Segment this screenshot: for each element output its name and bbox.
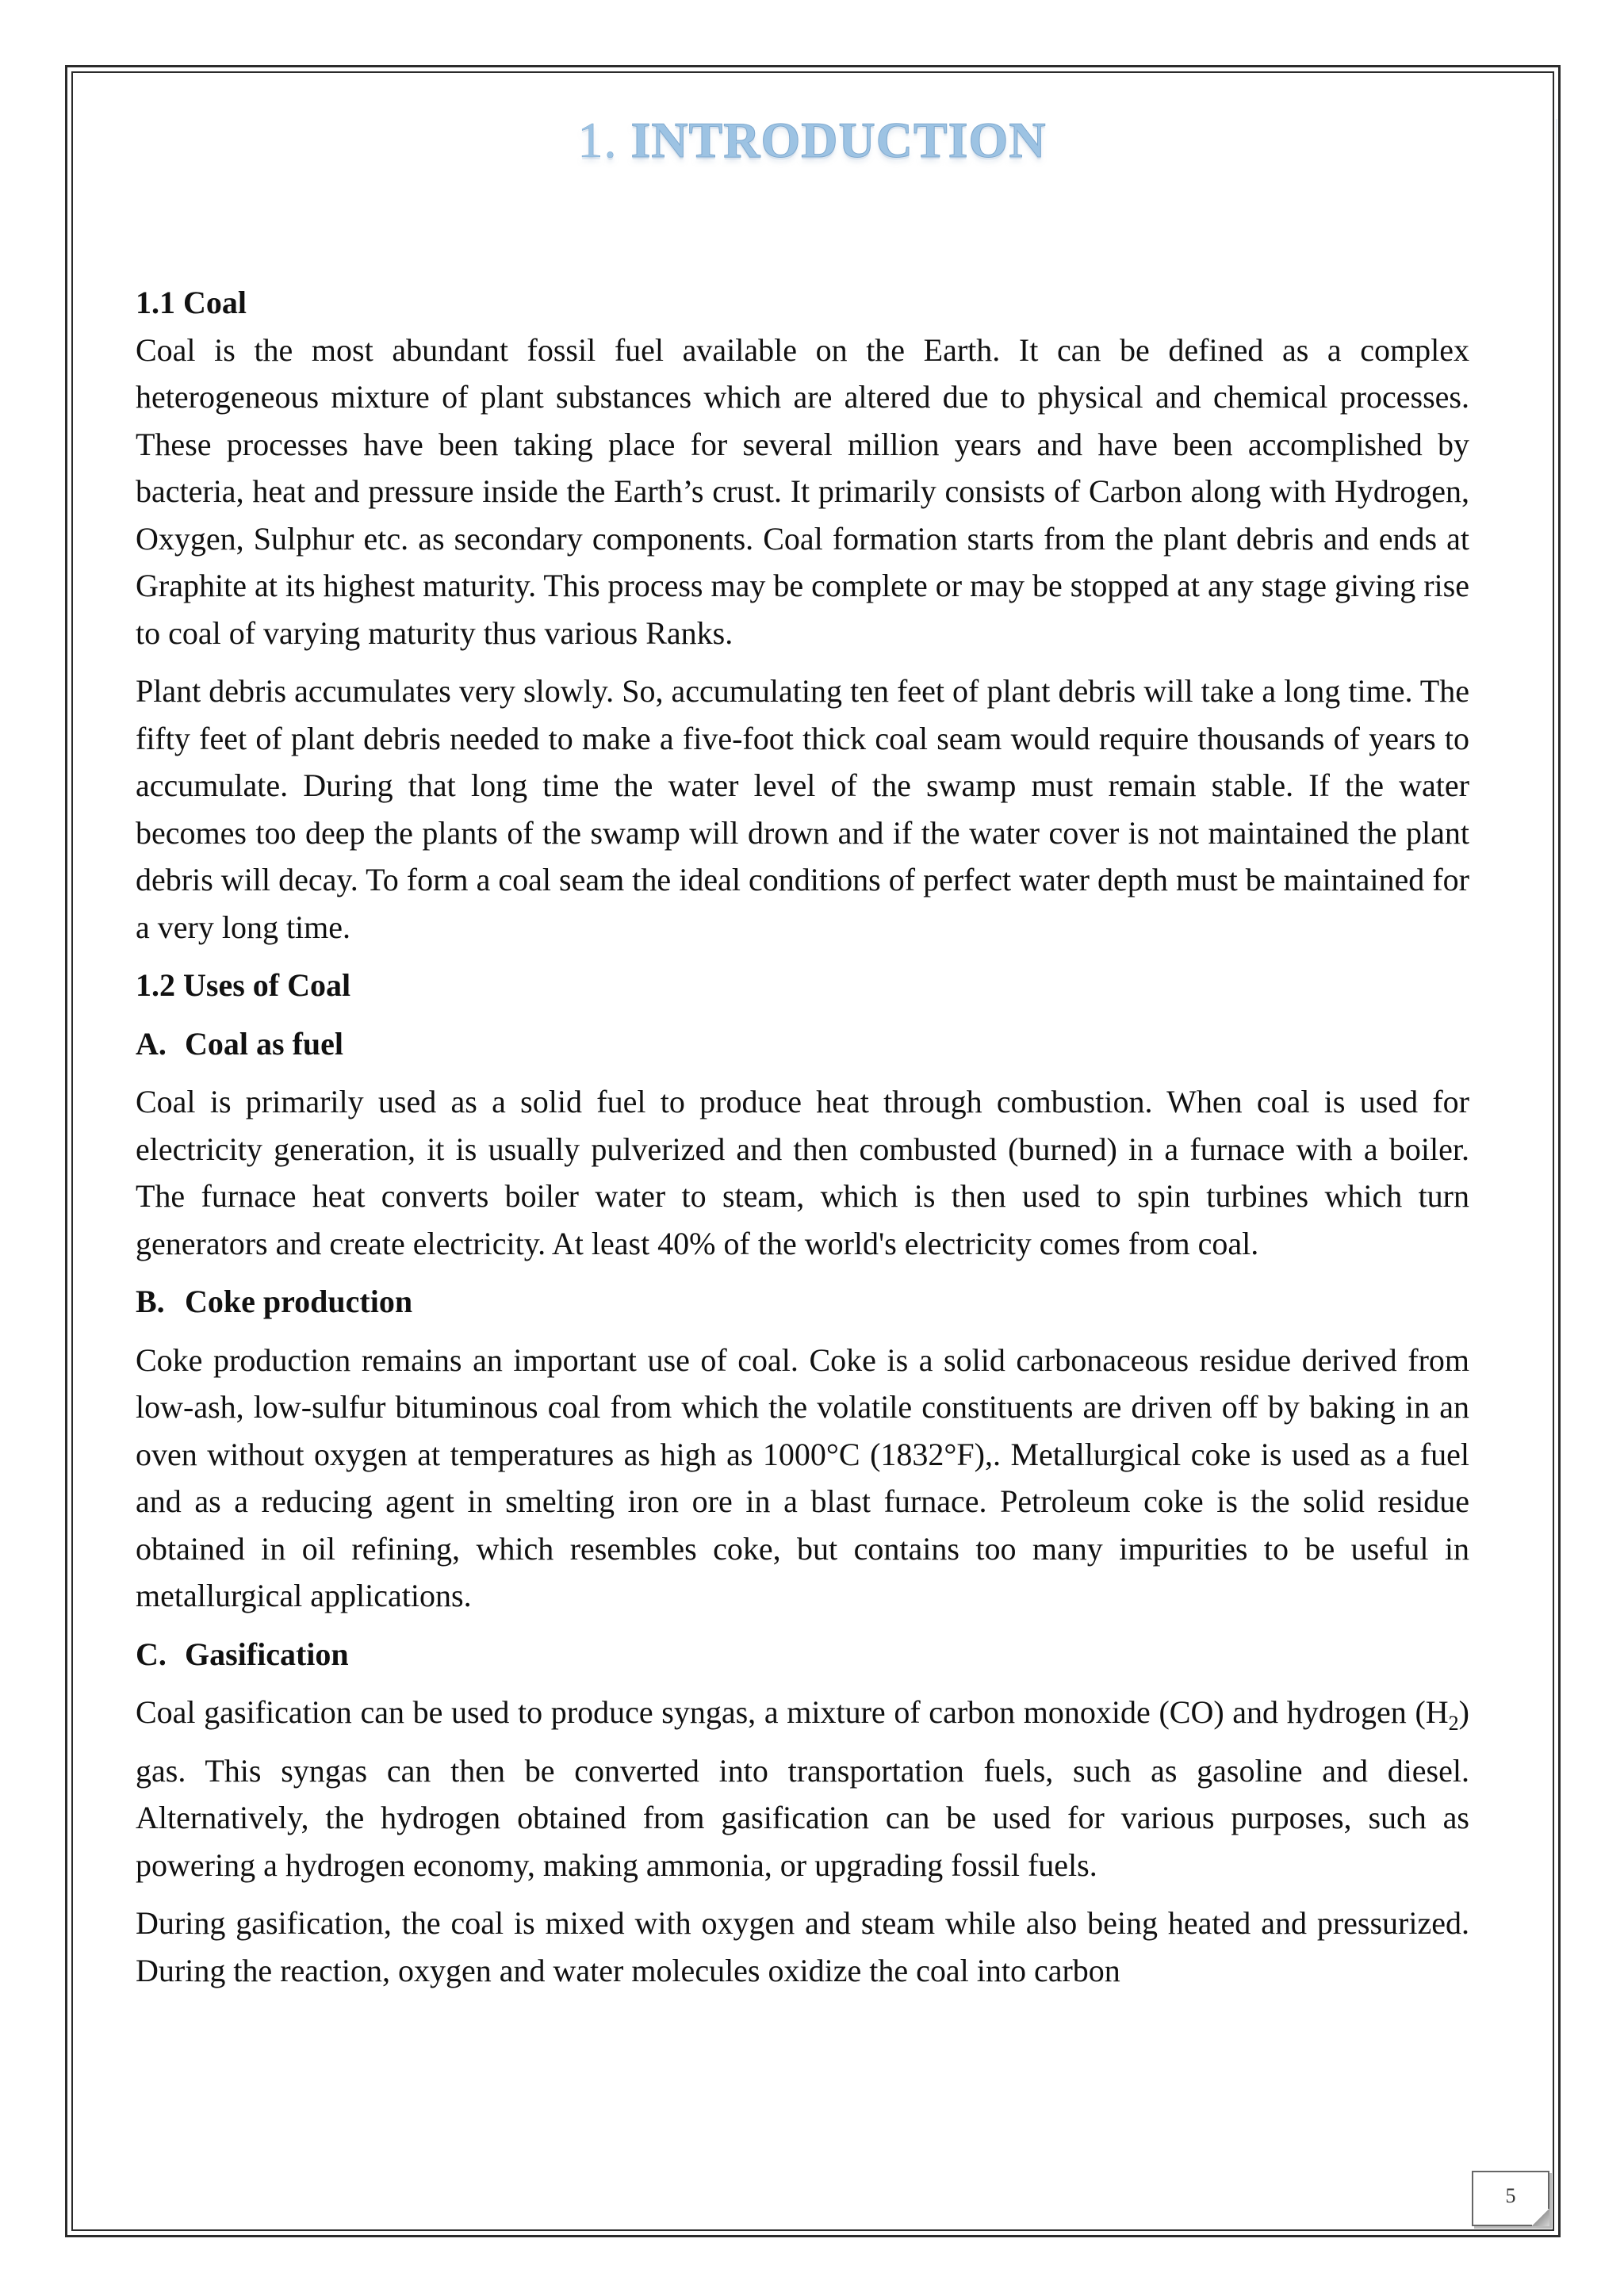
section-heading-coal: 1.1 Coal [136,285,247,320]
subheading-letter: B. [136,1284,165,1319]
subheading-text: Gasification [185,1636,349,1672]
subscript-2: 2 [1448,1712,1459,1735]
subheading-letter: C. [136,1636,167,1672]
paragraph-text: Coal gasification can be used to produce syngas, a mixture of carbon monoxide (CO) and hydrogen (H [136,1694,1449,1730]
paragraph-coal-as-fuel: Coal is primarily used as a solid fuel to produce heat through combustion. When coal is used for electricity generation, it is usually pulverized and then combusted (burned) in a furnace with a boiler. The furnace heat converts boiler water to steam, which is then used to spin turbines which turn generators and create electricity. At least 40% of the world's electricity comes from coal. [136,1084,1469,1261]
chapter-number: 1. [577,112,618,168]
document-body [136,279,1469,1994]
subheading-text: Coke production [185,1284,413,1319]
paragraph-coal-definition: Coal is the most abundant fossil fuel available on the Earth. It can be defined as a complex heterogeneous mixture of plant substances which are altered due to physical and chemical processes. These processes have been taking place for several million years and have been accomplished by bacteria, heat and pressure inside the Earth’s crust. It primarily consists of Carbon along with Hydrogen, Oxygen, Sulphur etc. as secondary components. Coal formation starts from the plant debris and ends at Graphite at its highest maturity. This process may be complete or may be stopped at any stage giving rise to coal of varying maturity thus various Ranks. [136,331,1469,651]
chapter-title [577,111,1046,170]
paragraph-gasification-syngas [136,1689,1469,1888]
chapter-title-container [0,111,1624,170]
paragraph-text: ) gas. This syngas can then be converted into transportation fuels, such as gasoline and diesel. Alternatively, the hydrogen obtained from gasification can be used for various purposes, such as powering a hydrogen economy, making ammonia, or upgrading fossil fuels. [136,1694,1469,1883]
subheading-coal-as-fuel [136,1020,1469,1068]
subheading-text: Coal as fuel [185,1025,343,1062]
paragraph-plant-debris: Plant debris accumulates very slowly. So, accumulating ten feet of plant debris will take a long time. The fifty feet of plant debris needed to make a five-foot thick coal seam would require thousands of years to accumulate. During that long time the water level of the swamp must remain stable. If the water becomes too deep the plants of the swamp will drown and if the water cover is not maintained the plant debris will decay. To form a coal seam the ideal conditions of perfect water depth must be maintained for a very long time. [136,673,1469,945]
page-curl-icon [1532,2209,1549,2226]
page-number: 5 [1505,2184,1516,2207]
page-number-box [1472,2171,1549,2226]
chapter-title-text: INTRODUCTION [630,112,1047,168]
subheading-coke-production [136,1278,1469,1326]
paragraph-gasification-process: During gasification, the coal is mixed with oxygen and steam while also being heated and pressurized. During the reaction, oxygen and water molecules oxidize the coal into carbon [136,1905,1469,1988]
subheading-gasification [136,1631,1469,1678]
subheading-letter: A. [136,1025,167,1062]
section-heading-uses: 1.2 Uses of Coal [136,967,351,1003]
paragraph-coke-production: Coke production remains an important use of coal. Coke is a solid carbonaceous residue derived from low-ash, low-sulfur bituminous coal from which the volatile constituents are driven off by baking in an oven without oxygen at temperatures as high as 1000°C (1832°F),. Metallurgical coke is used as a fuel and as a reducing agent in smelting iron ore in a blast furnace. Petroleum coke is the solid residue obtained in oil refining, which resembles coke, but contains too many impurities to be useful in metallurgical applications. [136,1341,1469,1613]
